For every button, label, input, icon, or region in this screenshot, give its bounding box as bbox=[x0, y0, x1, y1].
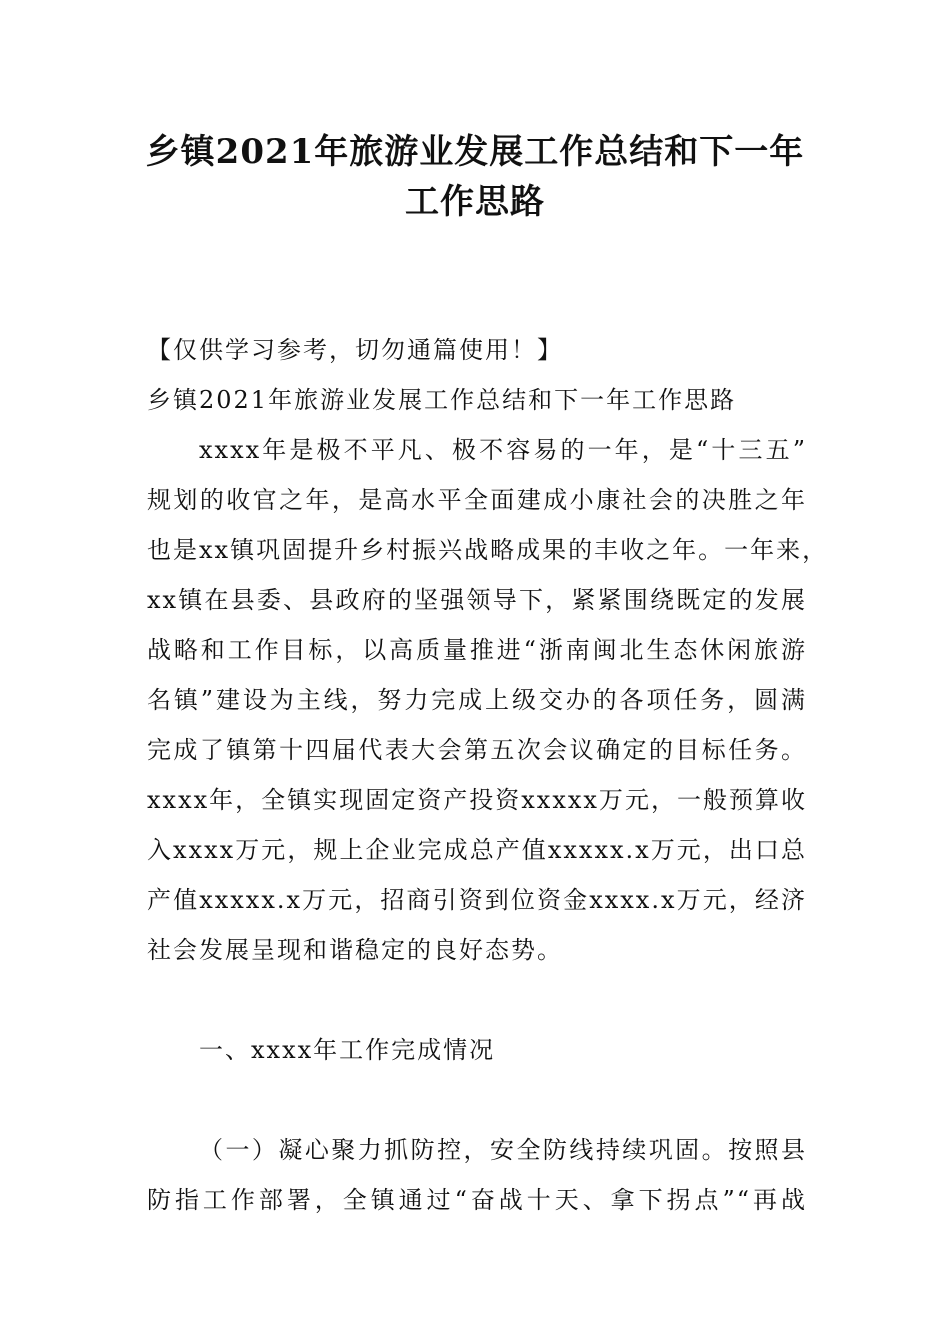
intro-paragraph-line: xxxx年，全镇实现固定资产投资xxxxx万元，一般预算收 bbox=[147, 786, 807, 814]
notice-text: 【仅供学习参考，切勿通篇使用！】 bbox=[147, 336, 563, 364]
document-title-line-1: 乡镇2021年旅游业发展工作总结和下一年 bbox=[145, 132, 805, 172]
section-heading: 一、xxxx年工作完成情况 bbox=[199, 1036, 496, 1064]
intro-paragraph-line: 完成了镇第十四届代表大会第五次会议确定的目标任务。 bbox=[147, 736, 807, 764]
intro-paragraph-line: 规划的收官之年，是高水平全面建成小康社会的决胜之年 bbox=[147, 486, 807, 514]
intro-paragraph-line: 入xxxx万元，规上企业完成总产值xxxxx.x万元，出口总 bbox=[147, 836, 807, 864]
document-subtitle: 乡镇2021年旅游业发展工作总结和下一年工作思路 bbox=[147, 386, 737, 414]
intro-paragraph-line: 名镇”建设为主线，努力完成上级交办的各项任务，圆满 bbox=[147, 686, 807, 714]
document-title-line-2: 工作思路 bbox=[405, 182, 545, 222]
intro-paragraph-line: 也是xx镇巩固提升乡村振兴战略成果的丰收之年。一年来， bbox=[147, 536, 829, 564]
intro-paragraph-line: xx镇在县委、县政府的坚强领导下，紧紧围绕既定的发展 bbox=[147, 586, 807, 614]
intro-paragraph-line: 产值xxxxx.x万元，招商引资到位资金xxxx.x万元，经济 bbox=[147, 886, 807, 914]
intro-paragraph-line: xxxx年是极不平凡、极不容易的一年，是“十三五” bbox=[199, 436, 807, 464]
section-paragraph-line: 防指工作部署，全镇通过“奋战十天、拿下拐点”“再战 bbox=[147, 1186, 807, 1214]
section-paragraph-line: （一）凝心聚力抓防控，安全防线持续巩固。按照县 bbox=[199, 1136, 807, 1164]
intro-paragraph-line: 社会发展呈现和谐稳定的良好态势。 bbox=[147, 936, 563, 964]
intro-paragraph-line: 战略和工作目标，以高质量推进“浙南闽北生态休闲旅游 bbox=[147, 636, 807, 664]
